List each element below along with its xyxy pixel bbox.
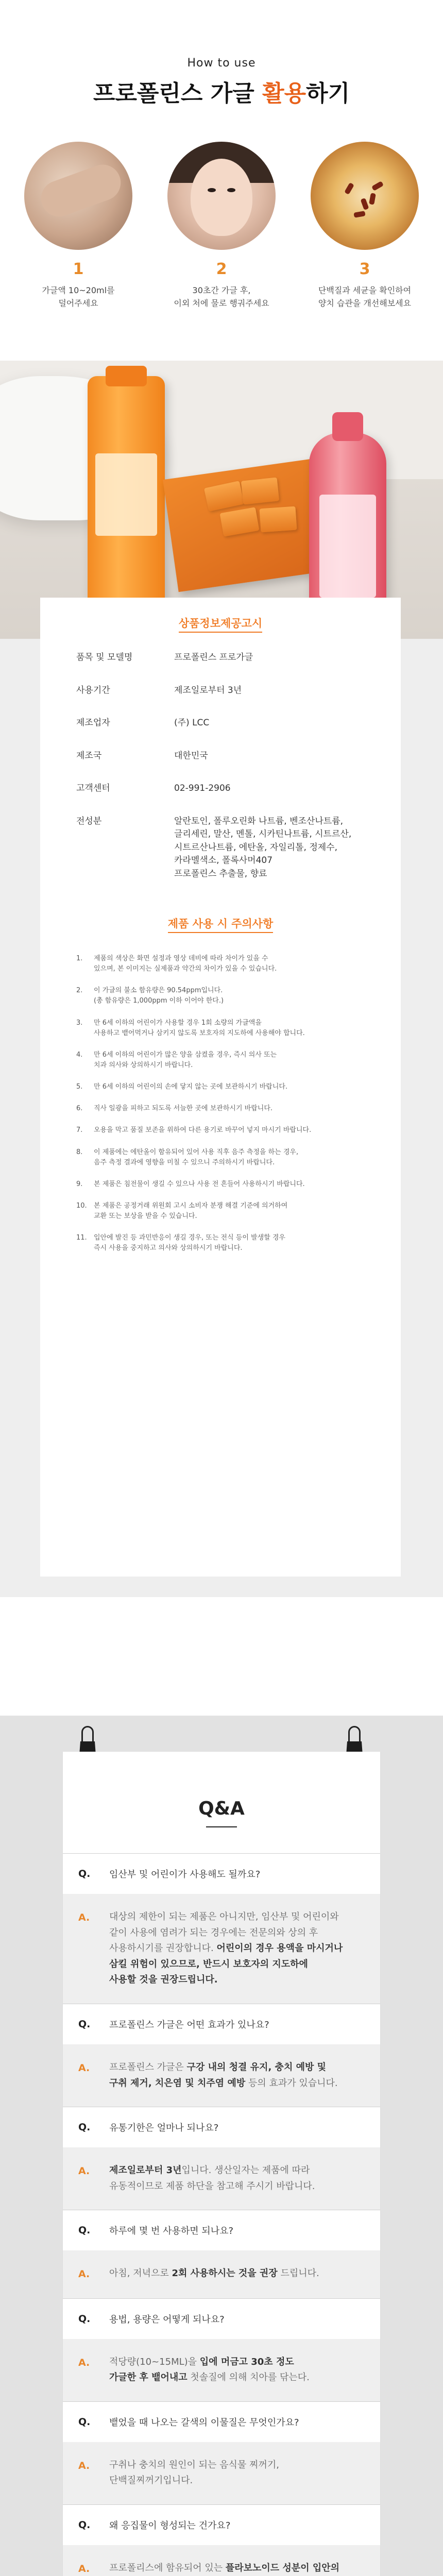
qa-answer bbox=[63, 2044, 380, 2107]
qa-title: Q&A bbox=[198, 1798, 245, 1819]
answer-text-plain: 구취나 충치의 원인이 되는 음식물 찌꺼기, 단백질찌꺼기입니다. bbox=[109, 2459, 279, 2486]
answer-text bbox=[109, 2060, 338, 2091]
step-number: 3 bbox=[359, 260, 370, 278]
caution-item: 3. 만 6세 이하의 어린이가 사용할 경우 1회 소량의 가글액을 사용하고 뱉어먹거나 삼키지 않도록 보호자의 지도하에 사용해야 합니다. bbox=[76, 1019, 305, 1037]
answer-text-plain: 대상의 제한이 되는 제품은 아니지만, 임산부 및 어린이와 같이 사용에 염려가 되는 경우에는 전문의와 상의 후 사용하시기를 권장합니다. bbox=[109, 1911, 339, 1954]
step-text: 30초간 가글 후, 이외 처에 물로 행궈주세요 bbox=[174, 285, 269, 308]
answer-text-plain: 적당량(10~15ML)을 bbox=[109, 2356, 200, 2367]
answer-text-emphasis: 구강 내의 청결 유지, 충치 예방 및 구취 제거, 치은염 및 치주염 예방 bbox=[109, 2061, 327, 2089]
step-text: 단백질과 세균을 확인하여 양치 습관을 개선해보세요 bbox=[318, 285, 412, 308]
qa-answer bbox=[63, 2250, 380, 2298]
howto-subtitle: How to use bbox=[187, 57, 256, 70]
caution-list bbox=[76, 954, 365, 1254]
caution-item: 9. 본 제품은 침전물이 생길 수 있으나 사용 전 흔들어 사용하시기 바랍니다. bbox=[76, 1180, 305, 1188]
howto-step-1 bbox=[24, 142, 132, 310]
qa-question bbox=[63, 2402, 380, 2442]
qa-question bbox=[63, 2299, 380, 2339]
caution-item: 11. 입안에 발진 등 과민반응이 생길 경우, 또는 전식 등이 발생할 경우 즉시 사용을 중지하고 의사와 상의하시기 바랍니다. bbox=[76, 1234, 285, 1252]
question-marker: Q. bbox=[78, 2225, 91, 2236]
info-title: 상품정보제공고시 bbox=[76, 598, 365, 631]
answer-marker: A. bbox=[78, 2357, 90, 2368]
question-text: 임산부 및 어린이가 사용해도 될까요? bbox=[109, 1869, 261, 1880]
qa-answer bbox=[63, 2442, 380, 2504]
answer-text-tail: 첫솔질에 의해 치아를 닦는다. bbox=[187, 2372, 310, 2383]
qa-item bbox=[63, 1853, 380, 2004]
caution-item: 5. 만 6세 이하의 어린이의 손에 닿지 않는 곳에 보관하시기 바랍니다. bbox=[76, 1083, 288, 1091]
qa-list bbox=[63, 1853, 380, 2576]
howto-title-prefix: 프로폴린스 가글 bbox=[93, 80, 263, 107]
question-marker: Q. bbox=[78, 2122, 91, 2133]
howto-step-2 bbox=[167, 142, 276, 310]
answer-text-emphasis: 2회 사용하시는 것을 권장 bbox=[172, 2268, 278, 2279]
caution-item: 4. 만 6세 이하의 어린이가 많은 양을 삼켰을 경우, 즉시 의사 또는 치과 의사와 상의하시기 바랍니다. bbox=[76, 1050, 277, 1069]
spec-row: 사용기간 제조일로부터 3년 bbox=[76, 685, 242, 696]
qa-item bbox=[63, 2401, 380, 2504]
spec-table bbox=[76, 651, 365, 900]
answer-text-tail: 등의 효과가 있습니다. bbox=[245, 2077, 338, 2089]
answer-marker: A. bbox=[78, 1912, 90, 1923]
qa-question bbox=[63, 2107, 380, 2147]
question-text: 왜 응집물이 형성되는 건가요? bbox=[109, 2520, 231, 2532]
answer-text-tail: 입니다. 생산일자는 제품에 따라 유동적이므로 제품 하단을 참고해 주시기 바랍니다. bbox=[109, 2165, 315, 2192]
howto-steps bbox=[0, 142, 443, 310]
caution-item: 10. 본 제품은 공정거래 위원회 고시 소비자 분쟁 해결 기준에 의거하여 교환 또는 보상을 받을 수 있습니다. bbox=[76, 1201, 288, 1221]
answer-text-emphasis: 입에 머금고 30초 정도 가글한 후 뱉어내고 bbox=[109, 2356, 294, 2383]
qa-question bbox=[63, 2505, 380, 2545]
question-text: 용법, 용량은 어떻게 되나요? bbox=[109, 2314, 225, 2325]
product-photo bbox=[0, 361, 443, 639]
howto-title-suffix: 하기 bbox=[306, 80, 350, 107]
answer-marker: A. bbox=[78, 2460, 90, 2471]
caution-item: 1. 제품의 색상은 화면 설정과 영상 데비에 따라 차이가 있을 수 있으며, 본 이미지는 실제품과 약간의 차이가 있을 수 있습니다. bbox=[76, 955, 277, 973]
qa-answer bbox=[63, 2147, 380, 2210]
answer-text-plain: 프로폴리스에 함유되어 있는 bbox=[109, 2563, 226, 2574]
answer-text-plain: 아침, 저녁으로 bbox=[109, 2268, 172, 2279]
answer-marker: A. bbox=[78, 2563, 90, 2575]
answer-text bbox=[109, 2163, 315, 2194]
qa-item bbox=[63, 2107, 380, 2210]
answer-text-emphasis: 어린이의 경우 용액을 마시거나 삼킬 위험이 있으므로, 반드시 보호자의 지도하에 사용할 것을 권장드립니다. bbox=[109, 1943, 343, 1986]
answer-text bbox=[109, 2354, 310, 2386]
question-marker: Q. bbox=[78, 2313, 91, 2325]
qa-question bbox=[63, 2004, 380, 2044]
step-3-photo bbox=[311, 142, 419, 250]
answer-marker: A. bbox=[78, 2268, 90, 2280]
qa-card bbox=[63, 1752, 380, 2576]
caution-item: 6. 직사 일광을 피하고 되도록 서늘한 곳에 보관하시기 바랍니다. bbox=[76, 1105, 273, 1113]
qa-title-underline bbox=[206, 1826, 237, 1827]
qa-section bbox=[0, 1716, 443, 2576]
caution-item: 7. 오용을 막고 품질 보존을 위하여 다른 용기로 바꾸어 넣지 마시기 바랍니다. bbox=[76, 1126, 312, 1134]
question-marker: Q. bbox=[78, 2018, 91, 2030]
caution-item: 8. 이 제품에는 에탄올이 함유되어 있어 사용 직후 음주 측정을 하는 경우, 음주 측정 결과에 영향을 미칠 수 있으니 주의하시기 바랍니다. bbox=[76, 1148, 299, 1166]
question-marker: Q. bbox=[78, 2519, 91, 2531]
sachet-image bbox=[241, 477, 279, 504]
howto-step-3 bbox=[311, 142, 419, 310]
answer-text-emphasis: 플라보노이드 성분이 입안의 bbox=[225, 2563, 340, 2574]
product-info-card bbox=[40, 598, 401, 1577]
question-text: 프로폴린스 가글은 어떤 효과가 있나요? bbox=[109, 2019, 269, 2030]
spec-row: 품목 및 모델명 프로폴린스 프로가글 bbox=[76, 652, 253, 663]
answer-text bbox=[109, 2458, 279, 2489]
question-marker: Q. bbox=[78, 1868, 91, 1879]
caution-title: 제품 사용 시 주의사항 bbox=[76, 916, 365, 931]
spec-row: 제조업자 (주) LCC bbox=[76, 718, 210, 728]
answer-text-tail: 드립니다. bbox=[277, 2268, 319, 2279]
qa-item bbox=[63, 2210, 380, 2298]
answer-text bbox=[109, 2561, 347, 2576]
spec-row: 전성분 알란토인, 폴루오린화 나트륨, 벤조산나트륨, 글리세린, 말산, 멘톨, 시카틴나트륨, 시트르산, 시트르산나트륨, 에탄올, 자일리톨, 정제수, 카라멜색소, 폴록사머407 프로폴린스 추출물, 향료 bbox=[76, 816, 352, 879]
spec-row: 고객센터 02-991-2906 bbox=[76, 783, 231, 793]
step-number: 2 bbox=[216, 260, 227, 278]
qa-answer bbox=[63, 1894, 380, 2004]
section-divider bbox=[0, 1597, 443, 1716]
sachet-image bbox=[259, 506, 297, 533]
caution-item: 2. 이 가글의 불소 함유량은 90.54ppm입니다. (총 함유량은 1,000ppm 이하 이어야 한다.) bbox=[76, 987, 224, 1005]
qa-answer bbox=[63, 2339, 380, 2401]
question-marker: Q. bbox=[78, 2416, 91, 2428]
howto-title bbox=[0, 75, 443, 108]
step-1-photo bbox=[24, 142, 132, 250]
how-to-use-section bbox=[0, 0, 443, 361]
question-text: 유통기한은 얼마나 되나요? bbox=[109, 2123, 219, 2134]
step-2-photo bbox=[167, 142, 276, 250]
question-text: 뱉었을 때 나오는 갈색의 이물질은 무엇인가요? bbox=[109, 2417, 299, 2428]
answer-text-plain: 프로폴린스 가글은 bbox=[109, 2061, 187, 2073]
answer-marker: A. bbox=[78, 2062, 90, 2074]
product-info-section bbox=[0, 617, 443, 1597]
answer-text bbox=[109, 1909, 343, 1988]
qa-answer bbox=[63, 2545, 380, 2576]
qa-item bbox=[63, 2004, 380, 2107]
qa-item bbox=[63, 2298, 380, 2401]
question-text: 하루에 몇 번 사용하면 되나요? bbox=[109, 2226, 234, 2237]
spec-row: 제조국 대한민국 bbox=[76, 750, 208, 761]
qa-question bbox=[63, 1854, 380, 1894]
howto-title-accent: 활용 bbox=[262, 80, 306, 107]
step-number: 1 bbox=[73, 260, 84, 278]
qa-item bbox=[63, 2504, 380, 2576]
qa-question bbox=[63, 2210, 380, 2250]
step-text: 가글액 10~20ml를 덜어주세요 bbox=[42, 285, 115, 308]
answer-marker: A. bbox=[78, 2165, 90, 2177]
answer-text-emphasis: 제조일로부터 3년 bbox=[109, 2165, 182, 2176]
answer-text bbox=[109, 2266, 319, 2282]
